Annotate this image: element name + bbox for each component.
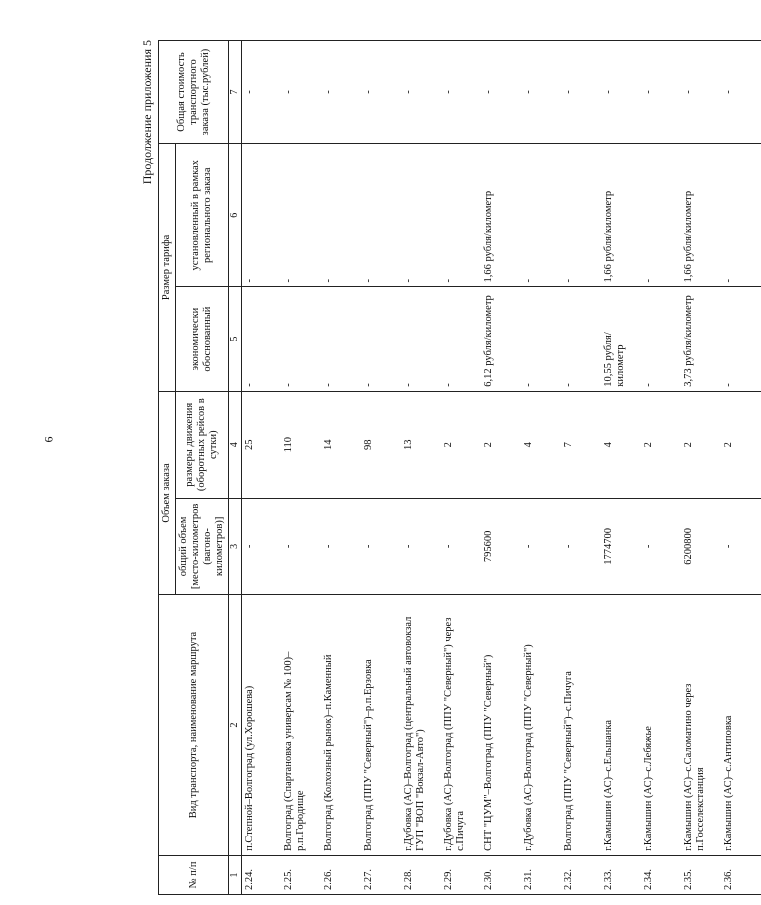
econ-tariff: - [281, 287, 321, 391]
table-row [281, 41, 321, 895]
total-volume: - [441, 498, 481, 594]
total-volume: - [641, 498, 681, 594]
table-row [401, 41, 441, 895]
table-row [481, 41, 521, 895]
col-number: 7 [229, 41, 242, 144]
col-number: 2 [229, 595, 242, 856]
total-cost: - [401, 41, 441, 144]
route-name: г.Камышин (АС)–с.Саломатино через п.Госселекстанция [681, 595, 721, 856]
established-tariff: - [521, 144, 561, 287]
route-name: г.Камышин (АС)–с.Ельшанка [601, 595, 641, 856]
route-name: п.Степной–Волгоград (ул.Хорошева) [241, 595, 281, 856]
route-name: Волгоград (ППУ "Северный")–р.п.Ерзовка [361, 595, 401, 856]
table-row [721, 41, 761, 895]
table-row [361, 41, 401, 895]
route-name: СНТ "ЦУМ"–Волгоград (ППУ "Северный") [481, 595, 521, 856]
row-number: 2.26. [321, 855, 361, 894]
table-row [681, 41, 721, 895]
header-estab: установленный в рамках регионального заказа [176, 144, 229, 287]
trip-count: 2 [721, 391, 761, 498]
page-number: 6 [41, 436, 56, 443]
route-name: г.Камышин (АС)–с.Антиповка [721, 595, 761, 856]
row-number: 2.25. [281, 855, 321, 894]
econ-tariff: - [241, 287, 281, 391]
total-volume: - [561, 498, 601, 594]
econ-tariff: - [721, 287, 761, 391]
trip-count: 2 [481, 391, 521, 498]
total-volume: - [281, 498, 321, 594]
row-number: 2.30. [481, 855, 521, 894]
econ-tariff: - [561, 287, 601, 391]
econ-tariff: - [521, 287, 561, 391]
table-row [561, 41, 601, 895]
trip-count: 2 [681, 391, 721, 498]
total-volume: 795600 [481, 498, 521, 594]
total-volume: - [241, 498, 281, 594]
established-tariff: - [361, 144, 401, 287]
row-number: 2.31. [521, 855, 561, 894]
col-number: 3 [229, 498, 242, 594]
landscape-content [140, 40, 735, 895]
route-name: г.Дубовка (АС)–Волгоград (ППУ "Северный") через с.Пичуга [441, 595, 481, 856]
total-cost: - [481, 41, 521, 144]
table-row [521, 41, 561, 895]
row-number: 2.32. [561, 855, 601, 894]
trip-count: 2 [441, 391, 481, 498]
econ-tariff: 10,55 рубля/километр [601, 287, 641, 391]
econ-tariff: - [321, 287, 361, 391]
total-cost: - [681, 41, 721, 144]
total-cost: - [561, 41, 601, 144]
econ-tariff: 3,73 рубля/километр [681, 287, 721, 391]
table-row [241, 41, 281, 895]
header-size: размеры движения (оборотных рейсов в сутки) [176, 391, 229, 498]
total-volume: - [361, 498, 401, 594]
established-tariff: - [321, 144, 361, 287]
header-total: общий объем [место-километров (вагоно-километров)] [176, 498, 229, 594]
trip-count: 7 [561, 391, 601, 498]
total-cost: - [241, 41, 281, 144]
total-cost: - [441, 41, 481, 144]
route-name: Волгоград (Спартановка универсам № 100)–р.п.Городище [281, 595, 321, 856]
total-volume: - [401, 498, 441, 594]
established-tariff: - [241, 144, 281, 287]
route-table [158, 40, 761, 895]
econ-tariff: - [361, 287, 401, 391]
established-tariff: - [721, 144, 761, 287]
trip-count: 98 [361, 391, 401, 498]
row-number: 2.36. [721, 855, 761, 894]
row-number: 2.35. [681, 855, 721, 894]
table-row [601, 41, 641, 895]
trip-count: 4 [601, 391, 641, 498]
table-row [641, 41, 681, 895]
total-cost: - [641, 41, 681, 144]
total-volume: - [521, 498, 561, 594]
header-volume-group: Объем заказа [159, 391, 176, 594]
col-number: 6 [229, 144, 242, 287]
route-name: г.Камышин (АС)–с.Лебяжье [641, 595, 681, 856]
established-tariff: - [281, 144, 321, 287]
row-number: 2.27. [361, 855, 401, 894]
econ-tariff: - [441, 287, 481, 391]
total-cost: - [521, 41, 561, 144]
header-tariff-group: Размер тарифа [159, 144, 176, 392]
trip-count: 2 [641, 391, 681, 498]
route-name: г.Дубовка (АС)–Волгоград (ППУ "Северный") [521, 595, 561, 856]
total-volume: - [321, 498, 361, 594]
trip-count: 25 [241, 391, 281, 498]
established-tariff: 1,66 рубля/километр [601, 144, 641, 287]
table-row [441, 41, 481, 895]
header-route: Вид транспорта, наименование маршрута [159, 595, 229, 856]
established-tariff: - [641, 144, 681, 287]
total-volume: 6200800 [681, 498, 721, 594]
established-tariff: - [401, 144, 441, 287]
total-cost: - [601, 41, 641, 144]
trip-count: 4 [521, 391, 561, 498]
col-number: 5 [229, 287, 242, 391]
econ-tariff: - [401, 287, 441, 391]
row-number: 2.28. [401, 855, 441, 894]
row-number: 2.34. [641, 855, 681, 894]
header-cost: Общая стоимость транспортного заказа (тыс.рублей) [159, 41, 229, 144]
total-cost: - [321, 41, 361, 144]
trip-count: 14 [321, 391, 361, 498]
total-cost: - [721, 41, 761, 144]
table-row [321, 41, 361, 895]
econ-tariff: 6,12 рубля/километр [481, 287, 521, 391]
total-cost: - [361, 41, 401, 144]
total-volume: 1774700 [601, 498, 641, 594]
route-name: Волгоград (Колхозный рынок)–п.Каменный [321, 595, 361, 856]
header-num: № п/п [159, 855, 229, 894]
col-number: 1 [229, 855, 242, 894]
econ-tariff: - [641, 287, 681, 391]
total-cost: - [281, 41, 321, 144]
route-name: г.Дубовка (АС)–Волгоград (центральный автовокзал ГУП "ВОП "Вокзал-Авто") [401, 595, 441, 856]
header-econ: экономически обоснованный [176, 287, 229, 391]
established-tariff: - [561, 144, 601, 287]
trip-count: 13 [401, 391, 441, 498]
row-number: 2.24. [241, 855, 281, 894]
established-tariff: 1,66 рубля/километр [681, 144, 721, 287]
trip-count: 110 [281, 391, 321, 498]
route-name: Волгоград (ППУ "Северный")–с.Пичуга [561, 595, 601, 856]
col-number: 4 [229, 391, 242, 498]
row-number: 2.33. [601, 855, 641, 894]
continuation-caption: Продолжение приложения 5 [140, 40, 154, 185]
established-tariff: 1,66 рубля/километр [481, 144, 521, 287]
total-volume: - [721, 498, 761, 594]
row-number: 2.29. [441, 855, 481, 894]
established-tariff: - [441, 144, 481, 287]
